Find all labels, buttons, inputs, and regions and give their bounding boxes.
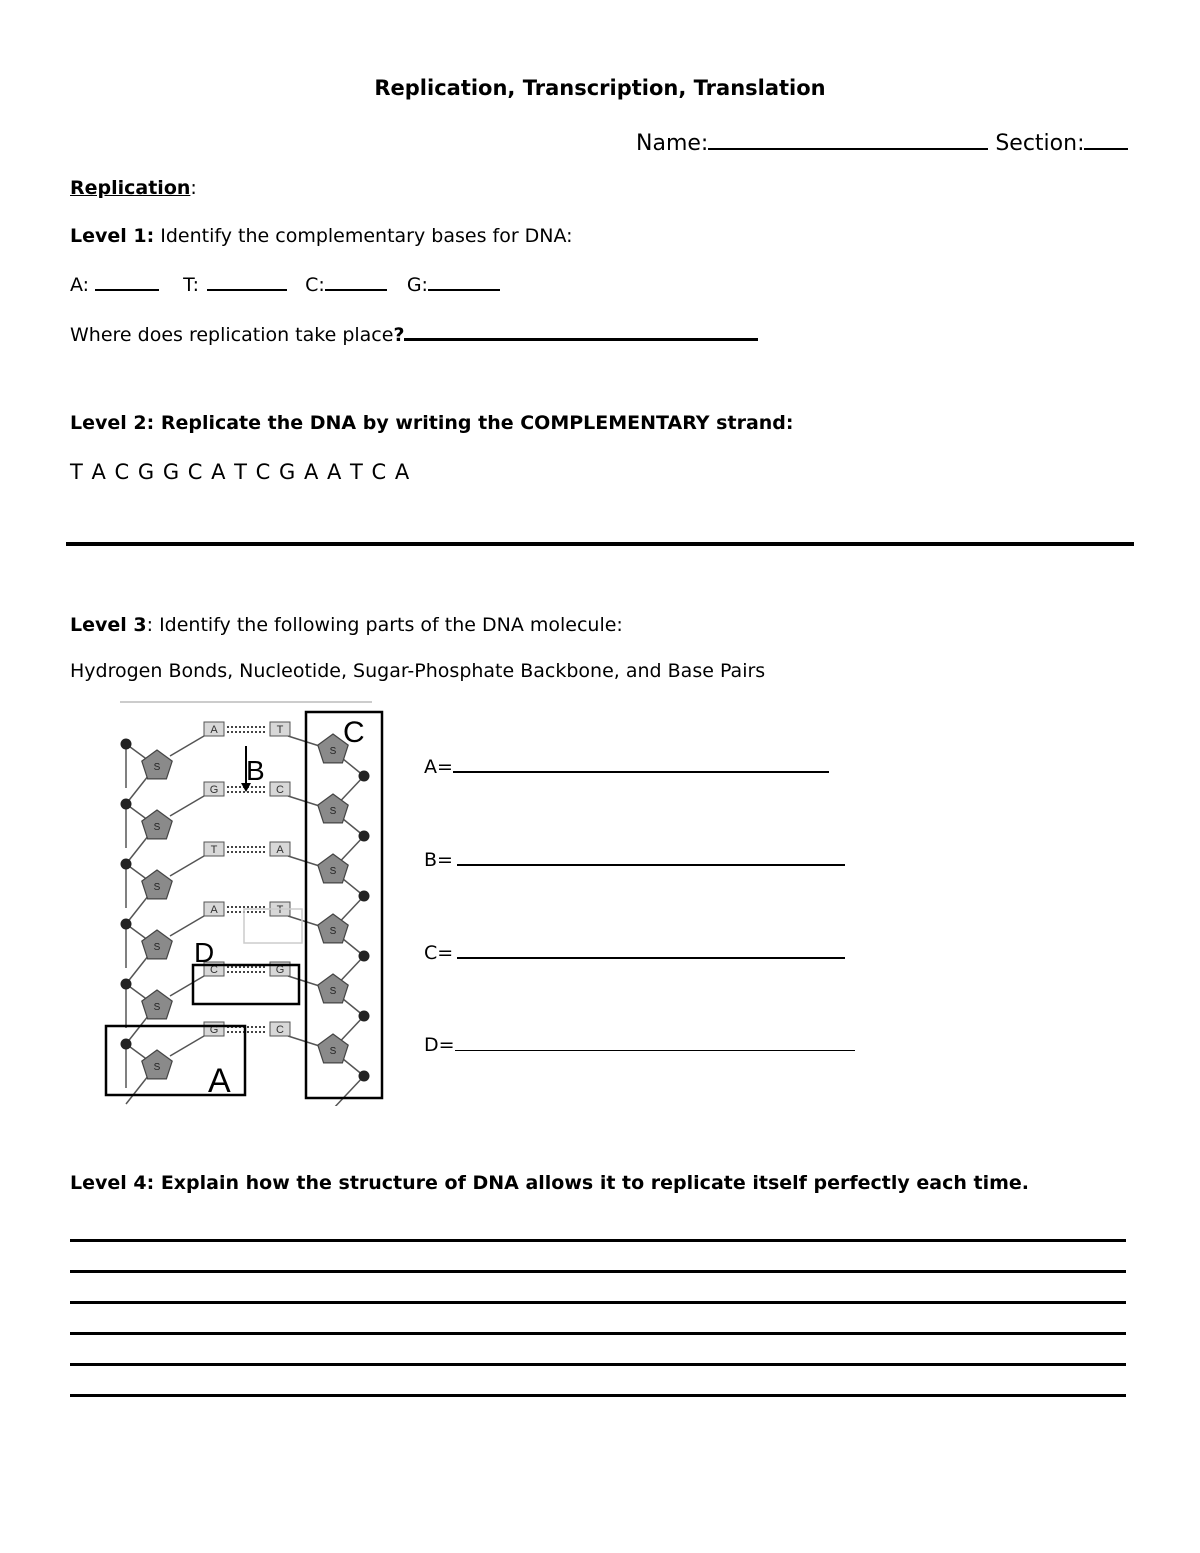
level2-prompt: Level 2: Replicate the DNA by writing the COMPLEMENTARY strand: [70, 412, 794, 434]
sugar-label: S [153, 822, 161, 833]
answer-c: C= [424, 939, 845, 964]
sugar-label: S [153, 882, 161, 893]
base-letter: A [210, 724, 218, 736]
base-letter: T [276, 904, 284, 916]
answer-d: D= [424, 1032, 855, 1056]
answer-c-blank[interactable] [457, 939, 845, 959]
base-t-blank[interactable] [207, 271, 287, 291]
dna-diagram [100, 696, 400, 1106]
sugar-label: S [329, 986, 337, 997]
sugar-label: S [329, 806, 337, 817]
sugar-label: S [153, 1002, 161, 1013]
region-c-label: C [343, 716, 365, 749]
name-field-row [636, 126, 1128, 156]
base-g-label: G: [406, 274, 428, 296]
level1-bases-row [70, 271, 500, 296]
base-letter: C [276, 1024, 284, 1036]
phosphate-icon [121, 979, 132, 990]
level4-answer-line[interactable] [70, 1332, 1126, 1335]
replication-location-blank[interactable] [404, 318, 758, 341]
phosphate-icon [359, 1011, 370, 1022]
sugar-label: S [153, 942, 161, 953]
base-letter: G [275, 964, 285, 976]
level1-prompt: Level 1: Identify the complementary bases for DNA: [70, 225, 573, 247]
base-letter: C [276, 784, 284, 796]
section-blank[interactable] [1084, 126, 1128, 150]
phosphate-icon [359, 1071, 370, 1082]
sugar-label: S [153, 1062, 161, 1073]
level3-prompt: Level 3: Identify the following parts of the DNA molecule: [70, 614, 623, 636]
region-c-box [306, 712, 382, 1098]
phosphate-icon [359, 771, 370, 782]
level4-answer-line[interactable] [70, 1270, 1126, 1273]
base-t-label: T: [183, 274, 200, 296]
phosphate-icon [121, 739, 132, 750]
complementary-strand-answer-line[interactable] [66, 542, 1134, 546]
phosphate-icon [359, 891, 370, 902]
phosphate-icon [121, 799, 132, 810]
name-blank[interactable] [708, 126, 988, 150]
phosphate-icon [121, 859, 132, 870]
sugar-label: S [329, 1046, 337, 1057]
base-letter: T [210, 844, 218, 856]
base-a-label: A: [70, 274, 90, 296]
base-letter: G [209, 784, 219, 796]
region-d-label: D [194, 937, 215, 968]
base-g-blank[interactable] [428, 271, 500, 291]
answer-b: B= [424, 846, 845, 871]
sugar-label: S [329, 926, 337, 937]
level3-terms: Hydrogen Bonds, Nucleotide, Sugar-Phosphate Backbone, and Base Pairs [70, 660, 766, 682]
base-c-label: C: [305, 274, 325, 296]
region-b-label: B [246, 755, 265, 786]
sugar-label: S [329, 866, 337, 877]
level4-prompt: Level 4: Explain how the structure of DNA allows it to replicate itself perfectly each time. [70, 1172, 1030, 1194]
base-letter: G [209, 1024, 219, 1036]
base-letter: A [210, 904, 218, 916]
answer-a-blank[interactable] [453, 753, 829, 773]
level4-answer-line[interactable] [70, 1363, 1126, 1366]
base-letter: A [276, 844, 284, 856]
phosphate-icon [359, 951, 370, 962]
answer-d-blank[interactable] [455, 1032, 855, 1051]
replication-heading: Replication: [70, 177, 197, 199]
answer-b-blank[interactable] [457, 846, 845, 866]
level4-answer-line[interactable] [70, 1301, 1126, 1304]
level4-answer-line[interactable] [70, 1394, 1126, 1397]
page-title: Replication, Transcription, Translation [374, 76, 826, 100]
section-label: Section: [995, 131, 1085, 156]
level1-question: Where does replication take place? [70, 318, 758, 346]
phosphate-icon [359, 831, 370, 842]
region-a-label: A [208, 1062, 231, 1100]
base-letter: T [276, 724, 284, 736]
base-letter: C [210, 964, 218, 976]
phosphate-icon [121, 919, 132, 930]
dna-sequence: T A C G G C A T C G A A T C A [70, 460, 411, 484]
sugar-label: S [329, 746, 337, 757]
level4-answer-line[interactable] [70, 1239, 1126, 1242]
base-a-blank[interactable] [95, 271, 159, 291]
answer-a: A= [424, 753, 829, 778]
sugar-label: S [153, 762, 161, 773]
name-label: Name: [636, 131, 709, 156]
phosphate-icon [121, 1039, 132, 1050]
base-c-blank[interactable] [325, 271, 387, 291]
